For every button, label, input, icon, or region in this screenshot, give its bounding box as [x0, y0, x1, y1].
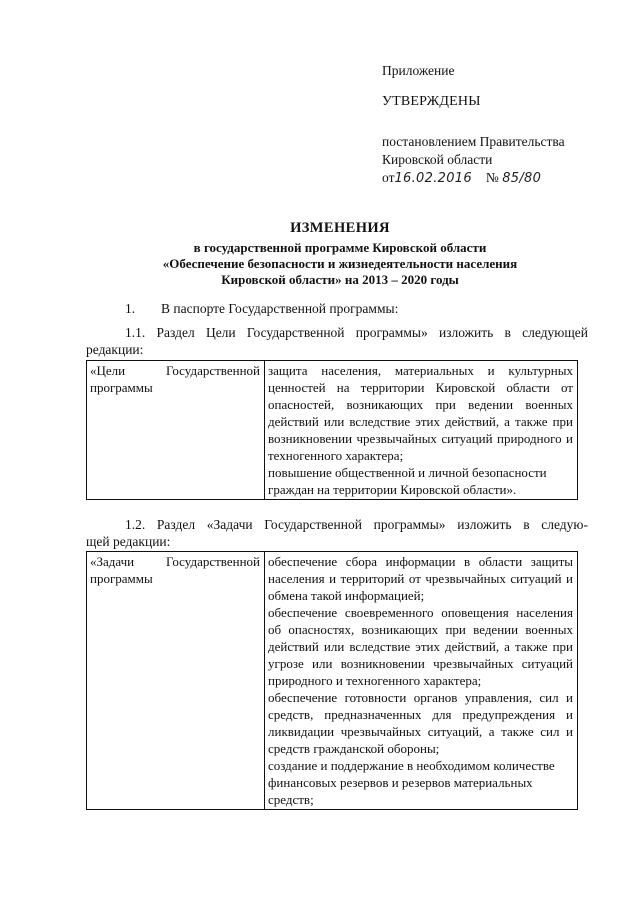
tasks-table	[86, 551, 578, 810]
handwritten-date: 16.02.2016	[394, 171, 472, 186]
goals-paragraph: защита населения, материальных и культурных ценностей на территории Кировской области от опасностей, возникающих при ведении военных действий или вследствие этих действий, а также при возникновении чрезвычайных ситуаций природного и техногенного характера;	[268, 363, 573, 463]
item-1-text: В паспорте Государственной программы:	[161, 301, 399, 316]
approval-block	[382, 62, 622, 188]
item-1-number: 1.	[125, 301, 136, 316]
heading-line-1: в государственной программе Кировской области	[193, 240, 487, 255]
tasks-content-cell	[265, 552, 578, 810]
item-1-1-continuation: редакции:	[86, 342, 144, 357]
tasks-paragraph: обеспечение своевременного оповещения населения об опасностях, возникающих при ведении военных действий или вследствие этих действий, а также при угрозе или возникновении чрезвычайных ситуаций природного и техногенного характера;	[268, 605, 573, 688]
tasks-paragraph: обеспечение сбора информации в области защиты населения и территорий от чрезвычайных ситуаций и обмена такой информацией;	[268, 554, 573, 603]
appendix-label: Приложение	[382, 63, 455, 78]
approval-line-1: постановлением Правительства	[382, 134, 565, 149]
from-label: от	[382, 170, 395, 185]
goals-paragraph: повышение общественной и личной безопасности граждан на территории Кировской области».	[268, 465, 547, 497]
handwritten-number: 85/80	[502, 171, 542, 186]
goals-label-word-1: «Цели	[90, 363, 126, 378]
heading-line-2: «Обеспечение безопасности и жизнедеятельности населения	[162, 256, 518, 271]
tasks-label-word-2: Государственной	[165, 554, 260, 569]
heading-line-3: Кировской области» на 2013 – 2020 годы	[221, 272, 459, 287]
goals-content-cell	[265, 361, 578, 500]
goals-label-cell	[87, 361, 265, 500]
heading-title: ИЗМЕНЕНИЯ	[290, 220, 390, 236]
tasks-label-word-1: «Задачи	[90, 554, 135, 569]
approval-line-3	[382, 169, 622, 188]
table-row	[87, 361, 578, 500]
item-1-2-text: 1.2. Раздел «Задачи Государственной программы» изложить в следую-	[125, 517, 588, 532]
table-row	[87, 552, 578, 810]
approved-label: УТВЕРЖДЕНЫ	[382, 94, 481, 109]
item-1-2-continuation: щей редакции:	[86, 534, 171, 549]
document-heading	[80, 219, 600, 288]
tasks-paragraph: создание и поддержание в необходимом количестве финансовых резервов и резервов материальных средств;	[268, 758, 555, 807]
goals-label-word-3: программы	[90, 380, 153, 395]
number-label: №	[485, 170, 499, 185]
item-1	[125, 300, 398, 318]
tasks-label-cell	[87, 552, 265, 810]
approval-line-2: Кировской области	[382, 152, 493, 167]
tasks-paragraph: обеспечение готовности органов управления, сил и средств, предназначенных для предупреждения и ликвидации чрезвычайных ситуаций, а также сил и средств гражданской обороны;	[268, 690, 573, 756]
tasks-label-word-3: программы	[90, 571, 153, 586]
item-1-1-text: 1.1. Раздел Цели Государственной программы» изложить в следующей	[125, 325, 588, 340]
goals-table	[86, 360, 578, 500]
goals-label-word-2: Государственной	[165, 363, 260, 378]
